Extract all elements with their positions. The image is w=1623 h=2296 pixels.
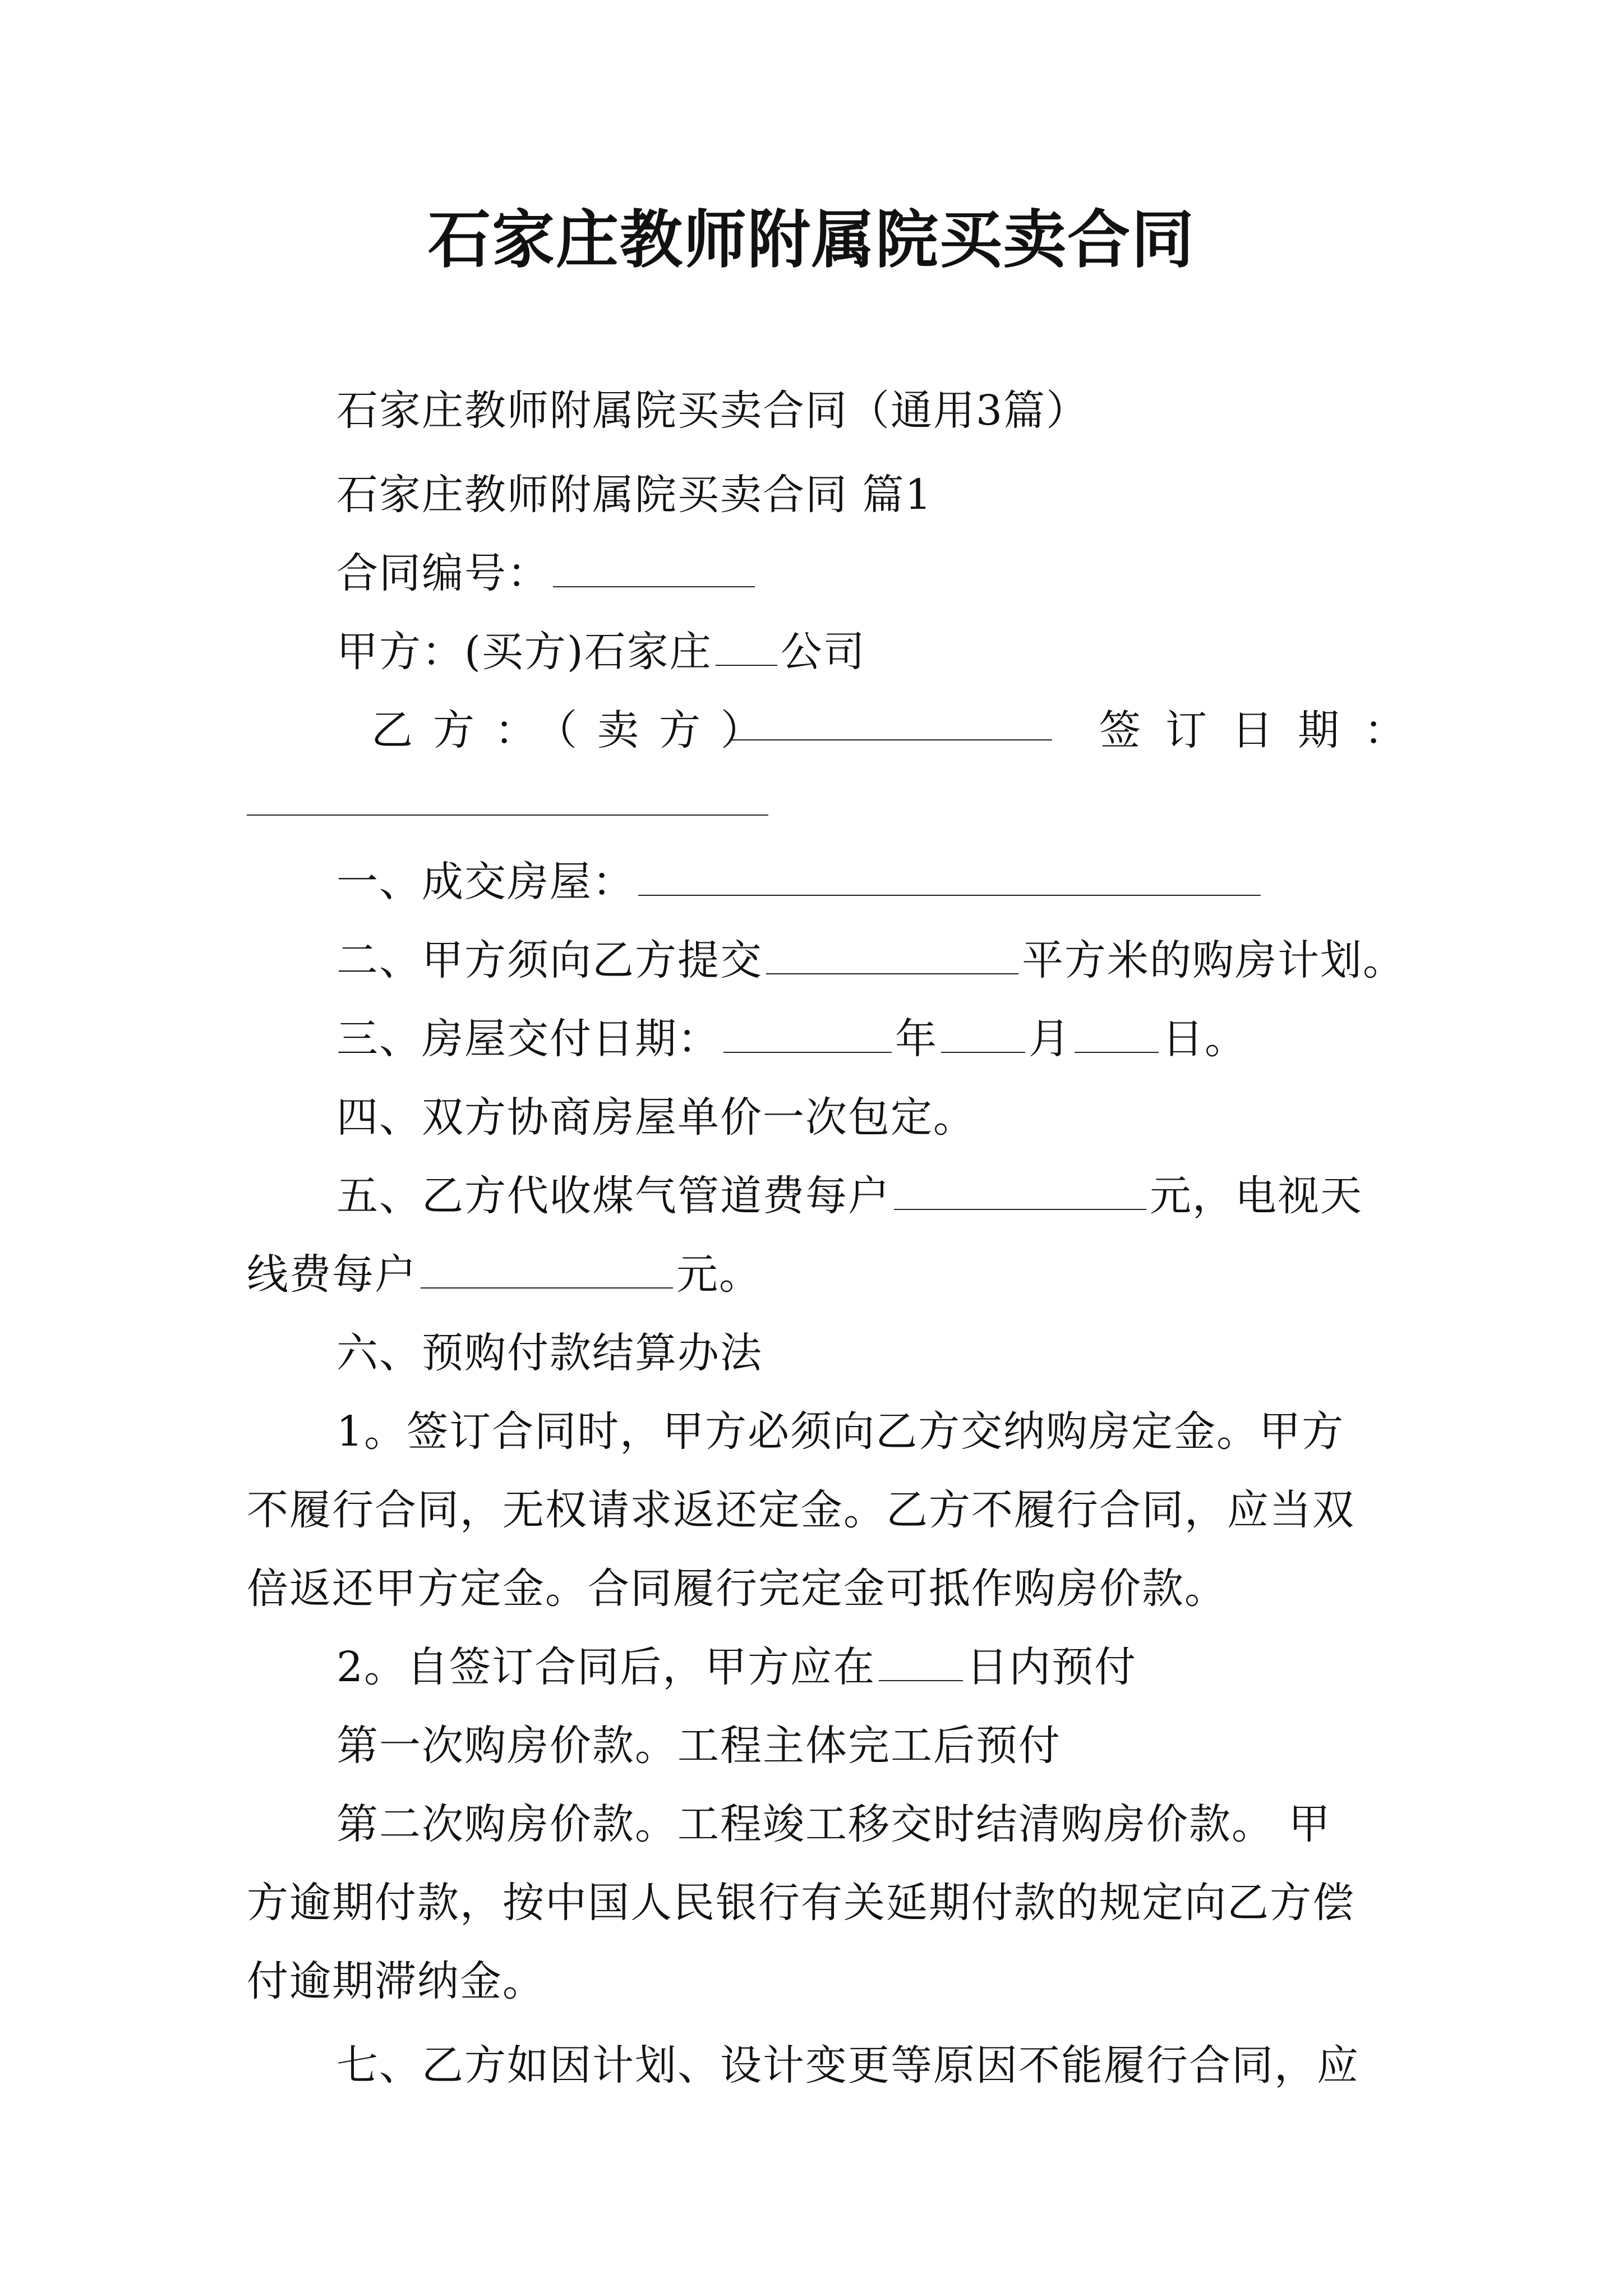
item-5-tv-blank (421, 1248, 673, 1289)
item-3-month: 月 (1029, 1015, 1071, 1063)
subtitle-all: 石家庄教师附属院买卖合同（通用3篇） (336, 386, 1089, 435)
subtitle-part: 石家庄教师附属院买卖合同 篇1 (336, 471, 933, 519)
party-b-label: 乙方：（卖方） (371, 706, 782, 754)
item-3-day: 日。 (1162, 1015, 1247, 1063)
item-7-line: 七、乙方如因计划、设计变更等原因不能履行合同，应 (336, 2041, 1359, 2090)
paragraph-3-line: 第一次购房价款。工程主体完工后预付 (336, 1722, 1061, 1770)
item-3-text-pre: 三、房屋交付日期： (336, 1015, 720, 1063)
item-2-blank (766, 934, 1018, 974)
paragraph-4-line-3: 付逾期滞纳金。 (247, 1957, 545, 2005)
item-4-line: 四、双方协商房屋单价一次包定。 (336, 1093, 976, 1142)
item-5-line (336, 1168, 1363, 1224)
paragraph-2-days-blank (879, 1641, 963, 1681)
sign-date-blank (247, 815, 768, 816)
contract-number-label: 合同编号： (336, 549, 550, 597)
item-2-line (336, 932, 1405, 988)
item-3-year: 年 (895, 1015, 938, 1063)
contract-number-line (336, 545, 758, 601)
item-3-month-blank (941, 1013, 1025, 1053)
item-6-heading: 六、预购付款结算办法 (336, 1329, 763, 1377)
item-1-text: 一、成交房屋： (336, 858, 635, 906)
party-a-line (336, 624, 866, 680)
item-5-line-2-text: 线费每户 (247, 1250, 417, 1299)
contract-number-blank (553, 547, 755, 587)
sign-date-label: 签订日期： (1099, 706, 1430, 754)
paragraph-1-line-3: 倍返还甲方定金。合同履行完定金可抵作购房价款。 (247, 1565, 1227, 1613)
item-5-line-2 (247, 1246, 762, 1303)
paragraph-4-line-1: 第二次购房价款。工程竣工移交时结清购房价款。 甲 (336, 1800, 1331, 1848)
party-a-suffix: 公司 (780, 628, 866, 676)
item-3-year-blank (723, 1013, 892, 1053)
paragraph-4-line-2: 方逾期付款，按中国人民银行有关延期付款的规定向乙方偿 (247, 1879, 1355, 1927)
item-5-gas-blank (894, 1170, 1146, 1210)
paragraph-2-line (336, 1639, 1137, 1695)
paragraph-2-text-post: 日内预付 (966, 1643, 1137, 1691)
party-a-text: 甲方：(买方)石家庄 (336, 628, 712, 676)
party-b-blank (729, 739, 1052, 740)
item-3-line (336, 1011, 1247, 1067)
item-3-day-blank (1075, 1013, 1159, 1053)
item-5-text-pre: 五、乙方代收煤气管道费每户 (336, 1172, 891, 1220)
party-a-blank (716, 625, 777, 666)
item-5-text-mid: 元，电视天 (1150, 1172, 1363, 1220)
item-5-line-2-post: 元。 (676, 1250, 762, 1299)
document-title: 石家庄教师附属院买卖合同 (428, 203, 1195, 277)
item-1-blank (638, 855, 1261, 896)
item-2-text-pre: 二、甲方须向乙方提交 (336, 936, 763, 984)
item-2-text-post: 平方米的购房计划。 (1022, 936, 1405, 984)
paragraph-2-text-pre: 2。自签订合同后，甲方应在 (336, 1643, 876, 1691)
paragraph-1-line-2: 不履行合同，无权请求返还定金。乙方不履行合同，应当双 (247, 1486, 1355, 1534)
item-1-line (336, 854, 1264, 910)
paragraph-1-line-1: 1。签订合同时，甲方必须向乙方交纳购房定金。甲方 (336, 1407, 1345, 1456)
